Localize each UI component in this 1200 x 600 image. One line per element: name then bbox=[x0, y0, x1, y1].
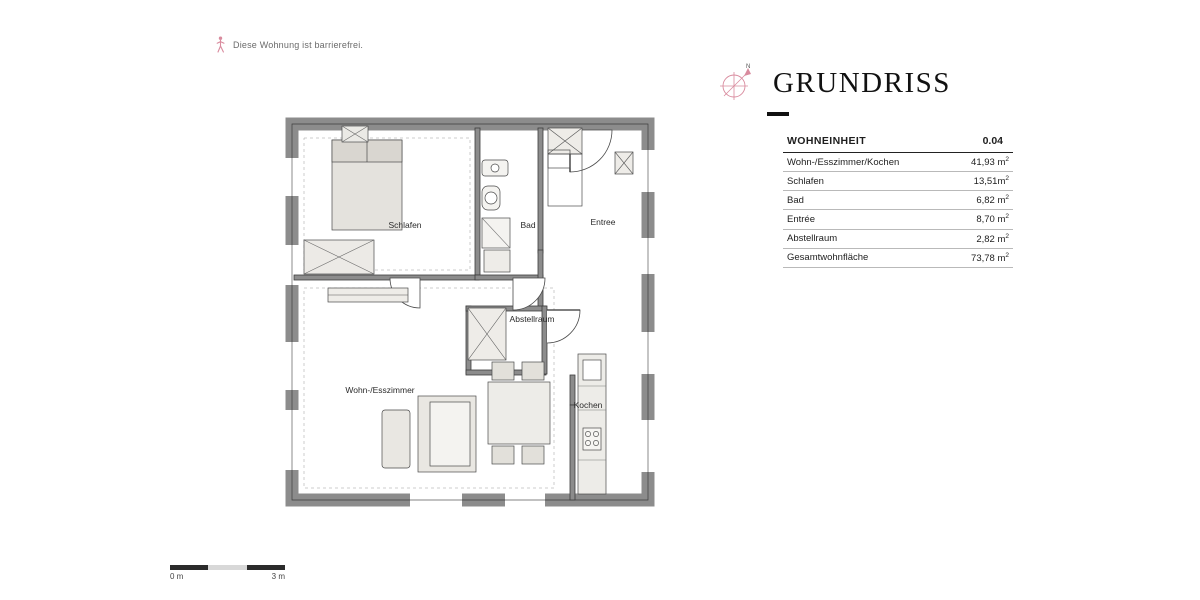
room-label-abstellraum: Abstellraum bbox=[509, 314, 555, 324]
table-row bbox=[783, 248, 1013, 267]
accessibility-text: Diese Wohnung ist barrierefrei. bbox=[233, 40, 364, 50]
accessibility-note bbox=[215, 36, 363, 54]
furniture-bath bbox=[482, 160, 510, 272]
row-area: 6,82 $m^2$ bbox=[949, 191, 1013, 210]
scale-seg-3 bbox=[247, 565, 285, 570]
scale-start-label: 0 m bbox=[170, 572, 184, 581]
scale-seg-1 bbox=[170, 565, 208, 570]
room-label-schlafen: Schlafen bbox=[388, 220, 422, 230]
furniture-abstellraum bbox=[468, 308, 506, 360]
row-room-name: Gesamtwohnfläche bbox=[783, 248, 949, 267]
info-panel bbox=[715, 60, 1035, 268]
compass-icon bbox=[715, 60, 757, 106]
floor-plan bbox=[270, 110, 680, 515]
table-row bbox=[783, 172, 1013, 191]
scale-bar-ticks bbox=[170, 572, 285, 581]
row-area: 8,70 $m^2$ bbox=[949, 210, 1013, 229]
table-row bbox=[783, 229, 1013, 248]
table-header-unit-number: 0.04 bbox=[949, 132, 1013, 153]
floor-plan-drawing bbox=[270, 110, 680, 515]
title-row bbox=[715, 60, 1035, 106]
scale-bar-segments bbox=[170, 565, 285, 570]
scale-end-label: 3 m bbox=[271, 572, 285, 581]
row-area: 41,93 $m^2$ bbox=[949, 153, 1013, 172]
svg-text:N: N bbox=[746, 64, 751, 70]
row-area: 73,78 $m^2$ bbox=[949, 248, 1013, 267]
room-label-bad: Bad bbox=[520, 220, 536, 230]
table-row bbox=[783, 210, 1013, 229]
row-room-name: Entrée bbox=[783, 210, 949, 229]
room-label-kochen: Kochen bbox=[573, 400, 603, 410]
page-title: GRUNDRISS bbox=[773, 66, 951, 99]
row-room-name: Schlafen bbox=[783, 172, 949, 191]
scale-bar bbox=[170, 565, 285, 581]
row-room-name: Abstellraum bbox=[783, 229, 949, 248]
table-header-unit: WOHNEINHEIT bbox=[783, 132, 949, 153]
table-row bbox=[783, 153, 1013, 172]
scale-seg-2 bbox=[208, 565, 246, 570]
table-header-row bbox=[783, 132, 1013, 153]
row-area: 2,82 $m^2$ bbox=[949, 229, 1013, 248]
row-room-name: Wohn-/Esszimmer/Kochen bbox=[783, 153, 949, 172]
row-room-name: Bad bbox=[783, 191, 949, 210]
row-area: $13,51m^2$ bbox=[949, 172, 1013, 191]
title-underline bbox=[767, 112, 789, 116]
room-label-wohn-esszimmer: Wohn-/Esszimmer bbox=[345, 385, 415, 395]
wheelchair-icon bbox=[215, 36, 227, 54]
unit-area-table bbox=[783, 132, 1013, 268]
table-body bbox=[783, 153, 1013, 268]
furniture-kitchen bbox=[578, 354, 606, 494]
room-label-entree: Entree bbox=[590, 217, 616, 227]
table-row bbox=[783, 191, 1013, 210]
furniture-bedroom bbox=[304, 126, 402, 274]
